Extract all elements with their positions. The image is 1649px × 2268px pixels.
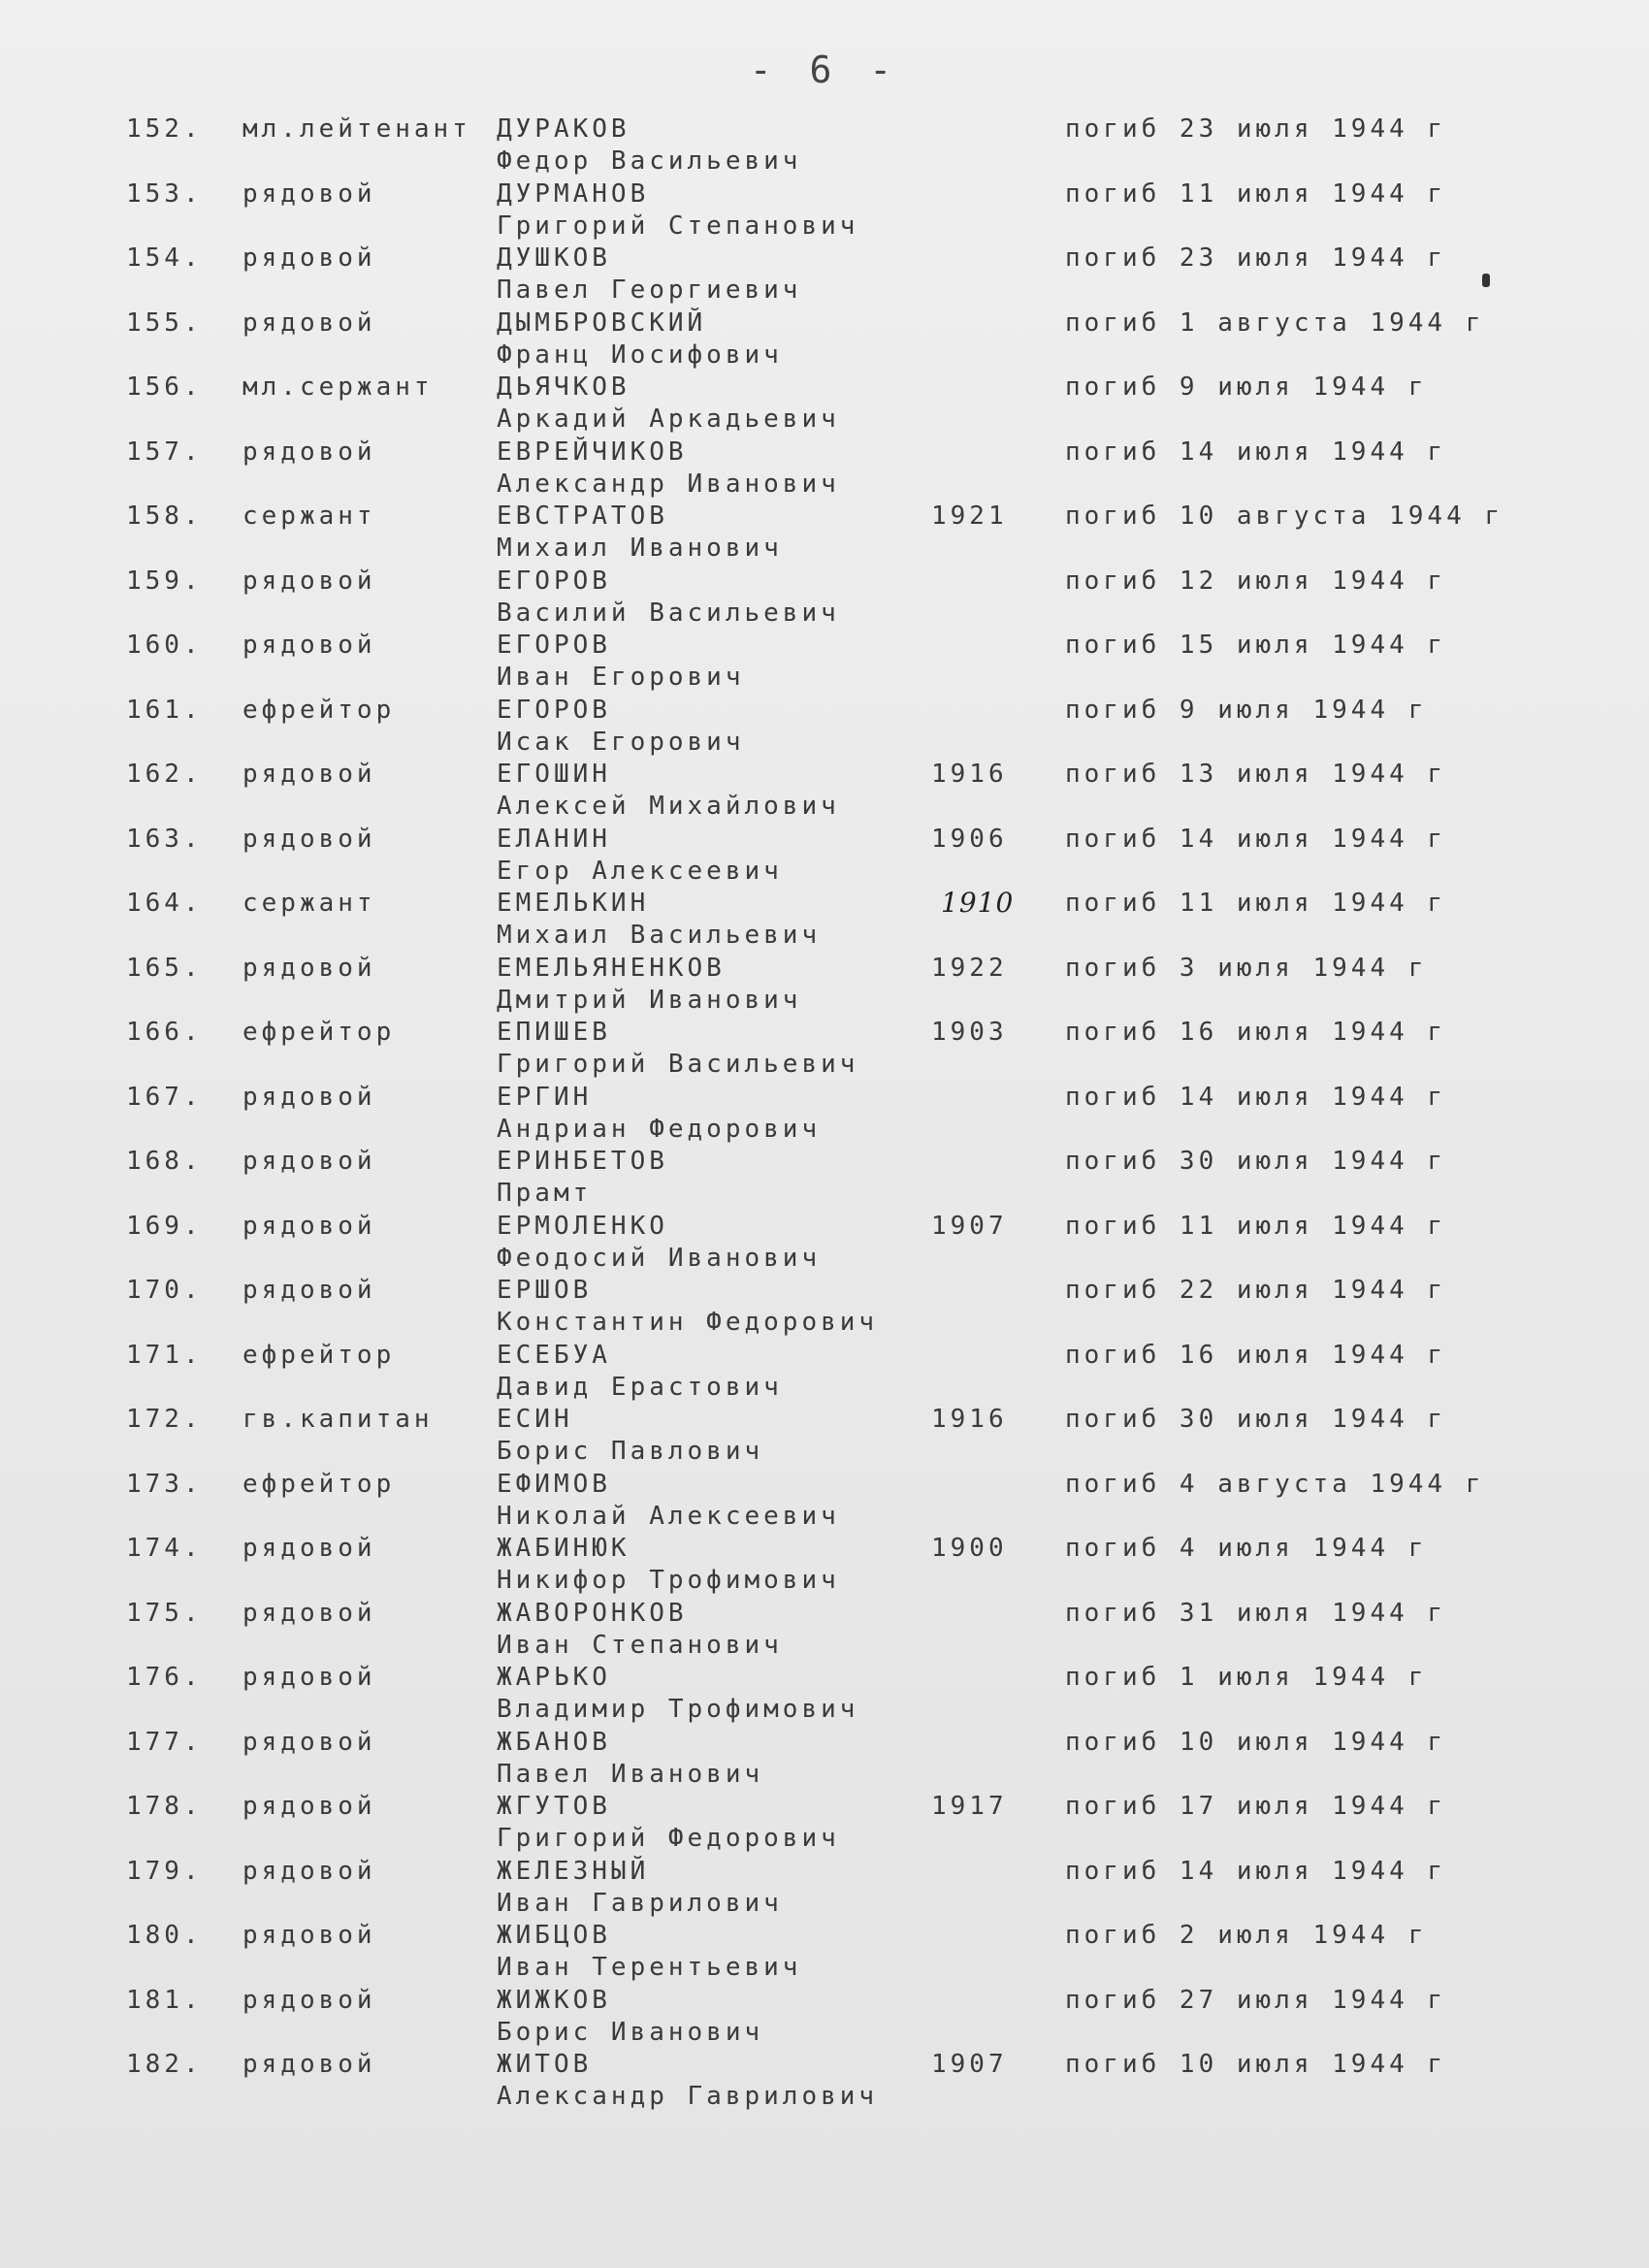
- entry-death-date: погиб 9 июля 1944 г: [1065, 695, 1428, 725]
- entry-rank: ефрейтор: [242, 1340, 396, 1370]
- list-item: [0, 760, 1649, 825]
- entry-death-date: погиб 4 июля 1944 г: [1065, 1534, 1428, 1563]
- entry-number: 167.: [126, 1082, 203, 1112]
- entry-rank: рядовой: [242, 1663, 376, 1692]
- entry-death-date: погиб 2 июля 1944 г: [1065, 1921, 1428, 1950]
- entry-given-names: Борис Павлович: [497, 1437, 764, 1466]
- entry-death-date: погиб 30 июля 1944 г: [1065, 1147, 1447, 1176]
- entry-given-names: Прамт: [497, 1179, 593, 1208]
- entry-given-names: Егор Алексеевич: [497, 856, 783, 886]
- entry-surname: ЕРМОЛЕНКО: [497, 1211, 668, 1241]
- entry-number: 164.: [126, 889, 203, 918]
- entry-given-names: Николай Алексеевич: [497, 1501, 840, 1531]
- entry-birth-year: 1907: [931, 2050, 1008, 2079]
- entry-surname: ЕМЕЛЬЯНЕНКОВ: [497, 953, 726, 983]
- entry-surname: ЕФИМОВ: [497, 1469, 611, 1499]
- entry-surname: ЖАРЬКО: [497, 1663, 611, 1692]
- entry-given-names: Федор Васильевич: [497, 146, 802, 176]
- entry-death-date: погиб 11 июля 1944 г: [1065, 1211, 1447, 1241]
- list-item: [0, 373, 1649, 437]
- entry-birth-year: 1907: [931, 1211, 1008, 1241]
- list-item: [0, 1276, 1649, 1341]
- entry-given-names: Михаил Иванович: [497, 534, 783, 563]
- entry-death-date: погиб 23 июля 1944 г: [1065, 243, 1447, 273]
- entry-given-names: Алексей Михайлович: [497, 792, 840, 821]
- list-item: [0, 1341, 1649, 1406]
- entry-number: 181.: [126, 1985, 203, 2015]
- entry-death-date: погиб 10 августа 1944 г: [1065, 502, 1504, 531]
- list-item: [0, 1857, 1649, 1922]
- entry-number: 182.: [126, 2050, 203, 2079]
- entry-rank: рядовой: [242, 1856, 376, 1886]
- entry-number: 174.: [126, 1534, 203, 1563]
- entry-given-names: Григорий Васильевич: [497, 1050, 859, 1079]
- entry-death-date: погиб 14 июля 1944 г: [1065, 437, 1447, 467]
- entry-number: 160.: [126, 631, 203, 660]
- entry-number: 177.: [126, 1727, 203, 1757]
- entry-rank: рядовой: [242, 1792, 376, 1821]
- entry-surname: ЕГОШИН: [497, 760, 611, 789]
- entry-number: 176.: [126, 1663, 203, 1692]
- entry-death-date: погиб 14 июля 1944 г: [1065, 1082, 1447, 1112]
- entry-given-names: Михаил Васильевич: [497, 921, 822, 950]
- entry-surname: ЖЕЛЕЗНЫЙ: [497, 1856, 650, 1886]
- entry-given-names: Александр Иванович: [497, 469, 840, 499]
- entry-death-date: погиб 23 июля 1944 г: [1065, 114, 1447, 144]
- entry-death-date: погиб 17 июля 1944 г: [1065, 1792, 1447, 1821]
- list-item: [0, 1147, 1649, 1212]
- entry-given-names: Павел Иванович: [497, 1759, 764, 1789]
- entry-death-date: погиб 13 июля 1944 г: [1065, 760, 1447, 789]
- list-item: [0, 179, 1649, 244]
- list-item: [0, 1663, 1649, 1728]
- list-item: [0, 114, 1649, 179]
- entry-surname: ЕРШОВ: [497, 1276, 593, 1305]
- entry-given-names: Франц Иосифович: [497, 340, 783, 370]
- entry-birth-year: 1921: [931, 502, 1008, 531]
- entry-rank: рядовой: [242, 824, 376, 854]
- entry-rank: рядовой: [242, 1598, 376, 1628]
- entry-given-names: Аркадий Аркадьевич: [497, 405, 840, 434]
- entry-number: 158.: [126, 502, 203, 531]
- list-item: [0, 1728, 1649, 1793]
- entry-number: 155.: [126, 308, 203, 338]
- entry-number: 178.: [126, 1792, 203, 1821]
- entry-rank: рядовой: [242, 1534, 376, 1563]
- entry-death-date: погиб 1 августа 1944 г: [1065, 308, 1485, 338]
- entry-number: 156.: [126, 373, 203, 402]
- list-item: [0, 1534, 1649, 1599]
- entry-surname: ЕМЕЛЬКИН: [497, 889, 650, 918]
- entry-death-date: погиб 14 июля 1944 г: [1065, 1856, 1447, 1886]
- entry-rank: рядовой: [242, 178, 376, 209]
- entry-rank: рядовой: [242, 1211, 376, 1241]
- entry-rank: рядовой: [242, 631, 376, 660]
- entry-death-date: погиб 12 июля 1944 г: [1065, 566, 1447, 596]
- entry-surname: ЕВСТРАТОВ: [497, 502, 668, 531]
- entry-death-date: погиб 27 июля 1944 г: [1065, 1985, 1447, 2015]
- entry-number: 161.: [126, 695, 203, 725]
- entry-number: 173.: [126, 1469, 203, 1499]
- entry-birth-year: 1906: [931, 824, 1008, 854]
- entry-given-names: Борис Иванович: [497, 2017, 764, 2047]
- entry-death-date: погиб 16 июля 1944 г: [1065, 1018, 1447, 1047]
- list-item: [0, 954, 1649, 1019]
- entry-death-date: погиб 10 июля 1944 г: [1065, 1727, 1447, 1757]
- entry-given-names: Григорий Федорович: [497, 1824, 840, 1853]
- list-item: [0, 308, 1649, 373]
- entry-rank: рядовой: [242, 566, 376, 596]
- list-item: [0, 1599, 1649, 1664]
- entry-surname: ЖИЖКОВ: [497, 1985, 611, 2015]
- entry-birth-year: 1900: [931, 1534, 1008, 1563]
- entry-number: 165.: [126, 953, 203, 983]
- entry-surname: ДЫМБРОВСКИЙ: [497, 308, 707, 338]
- entry-birth-year: 1916: [931, 760, 1008, 789]
- entry-surname: ЕСЕБУА: [497, 1340, 611, 1370]
- list-item: [0, 1212, 1649, 1277]
- list-item: [0, 825, 1649, 890]
- entry-rank: рядовой: [242, 243, 376, 273]
- entry-rank: мл.сержант: [242, 373, 434, 402]
- entry-surname: ЕГОРОВ: [497, 631, 611, 660]
- entry-number: 169.: [126, 1211, 203, 1241]
- entry-given-names: Василий Васильевич: [497, 598, 840, 628]
- entry-surname: ЕВРЕЙЧИКОВ: [497, 437, 688, 467]
- entry-given-names: Никифор Трофимович: [497, 1566, 840, 1595]
- entry-given-names: Давид Ерастович: [497, 1372, 783, 1402]
- entry-death-date: погиб 3 июля 1944 г: [1065, 953, 1428, 983]
- entry-number: 175.: [126, 1598, 203, 1628]
- entry-birth-year: 1916: [931, 1405, 1008, 1434]
- list-item: [0, 437, 1649, 502]
- entry-rank: рядовой: [242, 2050, 376, 2079]
- entry-rank: рядовой: [242, 1985, 376, 2015]
- entry-number: 154.: [126, 243, 203, 273]
- entry-death-date: погиб 16 июля 1944 г: [1065, 1340, 1447, 1370]
- entry-death-date: погиб 4 августа 1944 г: [1065, 1469, 1485, 1499]
- entry-rank: рядовой: [242, 1727, 376, 1757]
- list-item: [0, 1018, 1649, 1083]
- list-item: [0, 1405, 1649, 1470]
- entry-death-date: погиб 10 июля 1944 г: [1065, 2050, 1447, 2079]
- entry-rank: мл.лейтенант: [242, 114, 471, 144]
- entry-rank: гв.капитан: [242, 1405, 434, 1434]
- list-item: [0, 1921, 1649, 1986]
- entry-rank: рядовой: [242, 953, 376, 983]
- entry-death-date: погиб 11 июля 1944 г: [1065, 889, 1447, 918]
- entry-given-names: Дмитрий Иванович: [497, 985, 802, 1015]
- entry-number: 152.: [126, 114, 203, 144]
- entry-rank: рядовой: [242, 760, 376, 789]
- entry-given-names: Исак Егорович: [497, 727, 745, 757]
- entry-surname: ДУШКОВ: [497, 243, 611, 273]
- page-number: - 6 -: [749, 49, 900, 91]
- entry-birth-year: 1917: [931, 1792, 1008, 1821]
- entry-birth-year: 1922: [931, 953, 1008, 983]
- entry-given-names: Иван Егорович: [497, 663, 745, 692]
- entry-surname: ЖИТОВ: [497, 2050, 593, 2079]
- entry-rank: сержант: [242, 502, 376, 531]
- entry-rank: рядовой: [242, 308, 376, 338]
- list-item: [0, 631, 1649, 696]
- entry-number: 170.: [126, 1276, 203, 1305]
- entry-surname: ЕГОРОВ: [497, 566, 611, 596]
- list-item: [0, 243, 1649, 308]
- entry-rank: сержант: [242, 889, 376, 918]
- entry-rank: рядовой: [242, 1276, 376, 1305]
- entry-surname: ЖГУТОВ: [497, 1792, 611, 1821]
- entry-surname: ЕГОРОВ: [497, 695, 611, 725]
- entry-given-names: Андриан Федорович: [497, 1114, 822, 1144]
- entry-number: 172.: [126, 1405, 203, 1434]
- entry-surname: ЕСИН: [497, 1405, 573, 1434]
- entry-number: 179.: [126, 1856, 203, 1886]
- entry-surname: ЖАВОРОНКОВ: [497, 1598, 688, 1628]
- entry-number: 171.: [126, 1340, 203, 1370]
- entry-number: 153.: [126, 178, 203, 209]
- entry-number: 162.: [126, 760, 203, 789]
- entry-given-names: Иван Терентьевич: [497, 1953, 802, 1982]
- entry-rank: ефрейтор: [242, 695, 396, 725]
- entry-given-names: Феодосий Иванович: [497, 1243, 822, 1273]
- entry-given-names: Александр Гаврилович: [497, 2082, 879, 2111]
- entry-number: 157.: [126, 437, 203, 467]
- list-item: [0, 2050, 1649, 2115]
- entry-rank: рядовой: [242, 1147, 376, 1176]
- list-item: [0, 1083, 1649, 1148]
- entry-death-date: погиб 11 июля 1944 г: [1065, 178, 1447, 209]
- list-item: [0, 889, 1649, 954]
- entry-rank: ефрейтор: [242, 1018, 396, 1047]
- entry-number: 163.: [126, 824, 203, 854]
- entry-surname: ДЬЯЧКОВ: [497, 373, 630, 402]
- entry-surname: ЕРИНБЕТОВ: [497, 1147, 668, 1176]
- entry-death-date: погиб 14 июля 1944 г: [1065, 824, 1447, 854]
- entry-given-names: Павел Георгиевич: [497, 275, 802, 305]
- entry-death-date: погиб 31 июля 1944 г: [1065, 1598, 1447, 1628]
- entry-number: 168.: [126, 1147, 203, 1176]
- list-item: [0, 502, 1649, 567]
- list-item: [0, 567, 1649, 632]
- entry-surname: ЕЛАНИН: [497, 824, 611, 854]
- entry-given-names: Владимир Трофимович: [497, 1695, 859, 1724]
- list-item: [0, 696, 1649, 761]
- entry-given-names: Иван Степанович: [497, 1630, 783, 1660]
- entry-given-names: Константин Федорович: [497, 1308, 879, 1337]
- list-item: [0, 1986, 1649, 2051]
- entry-death-date: погиб 9 июля 1944 г: [1065, 373, 1428, 402]
- entry-rank: рядовой: [242, 1921, 376, 1950]
- entry-death-date: погиб 30 июля 1944 г: [1065, 1405, 1447, 1434]
- entry-surname: ЕПИШЕВ: [497, 1018, 611, 1047]
- entry-rank: ефрейтор: [242, 1469, 396, 1499]
- entry-number: 180.: [126, 1921, 203, 1950]
- list-item: [0, 1792, 1649, 1857]
- entry-death-date: погиб 22 июля 1944 г: [1065, 1276, 1447, 1305]
- entry-birth-year: 1903: [931, 1018, 1008, 1047]
- entry-surname: ДУРАКОВ: [497, 114, 630, 144]
- entry-death-date: погиб 1 июля 1944 г: [1065, 1663, 1428, 1692]
- casualty-list: [0, 114, 1649, 2115]
- entry-surname: ДУРМАНОВ: [497, 178, 650, 209]
- entry-death-date: погиб 15 июля 1944 г: [1065, 631, 1447, 660]
- list-item: [0, 1470, 1649, 1535]
- entry-surname: ЖИБЦОВ: [497, 1921, 611, 1950]
- entry-rank: рядовой: [242, 1082, 376, 1112]
- entry-surname: ЖБАНОВ: [497, 1727, 611, 1757]
- entry-number: 166.: [126, 1018, 203, 1047]
- entry-number: 159.: [126, 566, 203, 596]
- entry-surname: ЖАБИНЮК: [497, 1534, 630, 1563]
- entry-given-names: Иван Гаврилович: [497, 1888, 783, 1918]
- entry-surname: ЕРГИН: [497, 1082, 593, 1112]
- entry-rank: рядовой: [242, 437, 376, 467]
- entry-birth-year: 1910: [941, 887, 1015, 919]
- entry-given-names: Григорий Степанович: [497, 211, 859, 241]
